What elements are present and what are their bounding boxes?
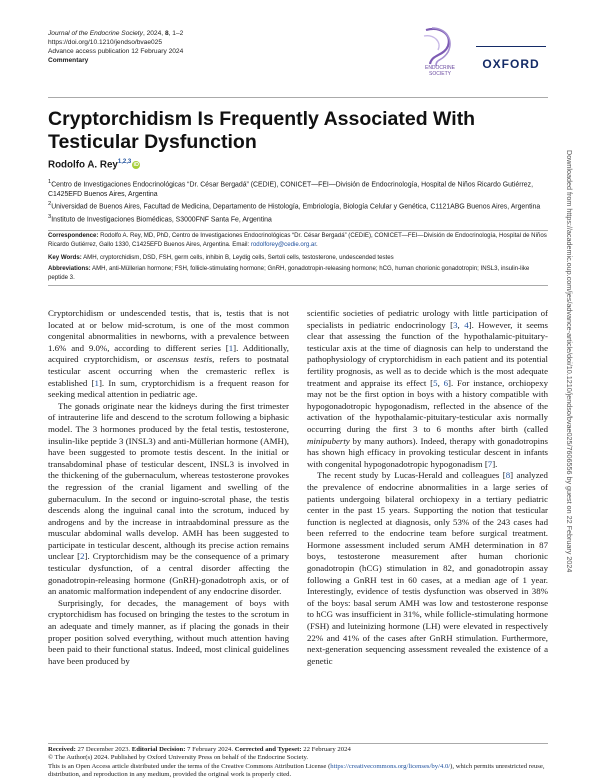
divider: [48, 743, 548, 744]
keywords: [48, 254, 548, 263]
journal-citation: [48, 29, 183, 38]
paragraph: [48, 401, 289, 598]
body-column-left: [48, 308, 289, 667]
abbreviations-label: Abbreviations:: [48, 265, 91, 272]
keywords-label: Key Words:: [48, 254, 82, 261]
affiliation-3: [48, 213, 548, 225]
correspondence-end: .: [316, 240, 318, 248]
affiliation-1: [48, 178, 548, 199]
reference-link[interactable]: 3: [453, 319, 458, 330]
received-date: 27 December 2023.: [75, 746, 132, 753]
license: [48, 763, 558, 780]
italic-term: ascensus testis: [157, 354, 213, 365]
paragraph: [48, 308, 289, 401]
affiliations: [48, 178, 548, 225]
text: ].: [492, 458, 498, 469]
publisher-logos: [418, 24, 548, 86]
article-footer: [48, 746, 558, 779]
copyright: © The Author(s) 2024. Published by Oxford University Press on behalf of the Endocrine Society.: [48, 754, 309, 762]
divider: [48, 230, 548, 231]
reference-link[interactable]: 2: [80, 551, 85, 562]
text: scientific societies of pediatric urology with little participation of specialists in pediatric endocrinology [: [307, 308, 548, 330]
reference-link[interactable]: 4: [464, 319, 469, 330]
paragraph: [307, 470, 548, 667]
reference-link[interactable]: 5: [433, 377, 438, 388]
doi-link[interactable]: https://doi.org/10.1210/jendso/bvae025: [48, 39, 163, 46]
affiliation-number: 3: [48, 213, 52, 220]
affiliation-text: Universidad de Buenos Aires, Facultad de Medicina, Departamento de Histología, Embriología, Biología Celular y Genética, C1121ABG Buenos Aires, Argentina: [51, 203, 541, 211]
divider: [48, 285, 548, 286]
body-column-right: [307, 308, 548, 667]
history-dates: [48, 746, 558, 754]
journal-volume: 8: [164, 30, 169, 37]
journal-header: [48, 29, 183, 65]
affiliation-2: [48, 200, 548, 212]
text: ] analyzed the prevalence of endocrine abnormalities in a large series of patients undergoing bilateral orchiopexy in a tertiary pediatric center in the past 15 years. Supporting the notion that testicular function is neglected at diagnosis, only 53% of the 243 cases had been referred to the endocrine team before surgical treatment. Hormone assessment included serum AMH determination in 87 boys, testosterone measurement after human chorionic gonadotropin (hCG) stimulation in 82, and gonadotropin assay following a GnRH test in 60 cases, at a median age of 1 year. Interestingly, evidence of testis dysfunction was observed in 38% of the boys: basal serum AMH was low and testosterone response to hCG was insufficient in 31%, while follicle-stimulating hormone (FSH) and luteinizing hormone (LH) were elevated in respectively 22% and 41% of the cases after GnRH stimulation. Furthermore, next-generation sequencing assessment revealed the existence of a genetic: [307, 470, 548, 666]
reference-link[interactable]: 1: [94, 377, 99, 388]
keywords-text: AMH, cryptorchidism, DSD, FSH, germ cells, inhibin B, Leydig cells, Sertoli cells, testosterone, undescended testes: [81, 254, 394, 261]
corrected-date: 22 February 2024: [301, 746, 351, 753]
orcid-icon[interactable]: iD: [133, 162, 139, 169]
abbreviations: [48, 265, 548, 282]
text: ]. However, it seems clear that assessing the function of the hypothalamic-pituitary-testicular axis at the time of diagnosis can help to understand the pathophysiology of cryptorchidism in each patient and its potential fertility prognosis, as well as to decide which is the most adequate treatment and appraise its effect [: [307, 319, 548, 388]
correspondence: [48, 232, 548, 249]
affiliation-text: Centro de Investigaciones Endocrinológicas “Dr. César Bergadá” (CEDIE), CONICET—FEI—División de Endocrinología, Hospital de Niños Ricardo Gutiérrez, C1425EFD Buenos Aires, Argentina: [48, 181, 533, 198]
article-type: Commentary: [48, 57, 89, 64]
correspondence-text: Rodolfo A. Rey, MD, PhD, Centro de Investigaciones Endocrinológicas “Dr. César Bergadá” (CEDIE), CONICET—FEI—División de Endocrinología, Hospital de Niños Ricardo Gutiérrez, Gallo 1330, C1425EFD Buenos Aires, Argentina. Email:: [48, 232, 547, 248]
paragraph: Surprisingly, for decades, the management of boys with cryptorchidism has focused on bringing the testes to the scrotum in an adequate and timely manner, as if placing the gonads in their proper position solved everything, without much attention having been paid to their functional status. Indeed, most clinical guidelines have been produced by: [48, 597, 289, 666]
editorial-date: 7 February 2024.: [185, 746, 235, 753]
text: The recent study by Lucas-Herald and colleagues [: [317, 470, 506, 481]
advance-access: Advance access publication 12 February 2024: [48, 48, 184, 55]
endocrine-society-wordmark: ENDOCRINE SOCIETY: [424, 65, 455, 77]
publisher-rule: [476, 46, 546, 47]
author-name[interactable]: Rodolfo A. Rey: [48, 159, 118, 171]
reference-link[interactable]: 1: [228, 342, 234, 353]
affiliation-text: Instituto de Investigaciones Biomédicas, S3000FNF Santa Fe, Argentina: [51, 215, 272, 223]
license-link[interactable]: https://creativecommons.org/licenses/by/4.0/: [330, 762, 451, 770]
divider: [48, 97, 548, 98]
author-line: [48, 159, 140, 170]
reference-link[interactable]: 7: [487, 458, 493, 469]
journal-year: , 2024,: [142, 30, 165, 37]
corrected-label: Corrected and Typeset:: [234, 746, 302, 753]
text: This is an Open Access article distributed under the terms of the Creative Commons Attribution License (: [48, 762, 331, 770]
journal-pages: , 1–2: [168, 30, 184, 37]
text: ]. For instance, orchiopexy may not be the first option in boys with a history compatible with hypogonadotropic hypogonadism, reflected in the absence of the activation of the hypothalamic-pituitary-testicular axis normally occurring during the first 3 to 6 months after birth (called: [307, 377, 549, 434]
journal-name: Journal of the Endocrine Society: [48, 30, 143, 37]
text: , refers to postnatal testicular ascent occurring when the cremasteric reflex is established [: [48, 354, 289, 388]
oxford-logo: OXFORD: [482, 57, 540, 71]
text: ]. In sum, cryptorchidism is a frequent reason for seeking medical attention in pediatric age.: [48, 377, 290, 400]
text: by many authors). Indeed, therapy with gonadotropins has shown high efficacy in provoking testicular descent in infants with congenital hypogonadotropic hypogonadism [: [307, 435, 548, 469]
download-watermark-text: Downloaded from https://academic.oup.com/jes/advance-article/doi/10.1210/jendso/bvae025/7606556 by guest on 22 February 2024: [565, 150, 574, 573]
text: ), which permits unrestricted reuse, distribution, and reproduction in any medium, provided the original work is properly cited.: [48, 762, 545, 778]
correspondence-email-link[interactable]: rodolforey@cedie.org.ar: [250, 240, 317, 248]
affiliation-number: 2: [48, 201, 52, 208]
article-title: Cryptorchidism Is Frequently Associated With Testicular Dysfunction: [48, 108, 476, 153]
abbreviations-text: AMH, anti-Müllerian hormone; FSH, follicle-stimulating hormone; GnRH, gonadotropin-releasing hormone; hCG, human chorionic gonadotropin; INSL3, insulin-like peptide 3.: [48, 265, 530, 281]
text: The gonads originate near the kidneys during the first trimester of intrauterine life and descend to the scrotum following a biphasic model. The 3 hormones produced by the fetal testis, testosterone, insulin-like peptide 3 (INSL3) and anti-Müllerian hormone (AMH), have been suggested to promote testis descent. In the initial or transabdominal phase of testicular descent, INSL3 is involved in the thickening of the gubernaculum, whereas testosterone provokes the regression of the cranial ligament and swelling of the gubernaculum. In the second or inguino-scrotal phase, the testis descends along the inguinal canal into the scrotum, induced by androgens and by the increase in intraabdominal pressure as the muscular abdominal walls develop. AMH has been suggested to participate in testicular descent, although its precise action remains unclear [: [48, 400, 289, 562]
download-watermark: [566, 150, 576, 620]
editorial-label: Editorial Decision:: [131, 746, 186, 753]
text: ]. Additionally, acquired cryptorchidism, or: [48, 342, 289, 365]
received-label: Received:: [48, 746, 76, 753]
paragraph: scientific societies of pediatric urology with little participation of specialists in pediatric endocrinology [3, 4]. However, it seems clear that assessing the function of the hypothalamic-pituitary-testicular axis at the time of diagnosis can help to understand the pathophysiology of cryptorchidism in each patient and its potential fertility prognosis, as well as to decide which is the most adequate treatment and appraise its effect [5, 6]. For instance, orchiopexy may not be the first option in boys with a history compatible with hypogonadotropic hypogonadism, reflected in the absence of the activation of the hypothalamic-pituitary-testicular axis normally occurring during the first 3 to 6 months after birth (called minipuberty by many authors). Indeed, therapy with gonadotropins has shown high efficacy in provoking testicular descent in infants with congenital hypogonadotropic hypogonadism [7].: [307, 308, 549, 469]
italic-term: minipuberty: [307, 435, 350, 446]
reference-link[interactable]: 6: [443, 377, 449, 388]
correspondence-label: Correspondence:: [48, 232, 99, 239]
text: ]. Cryptorchidism may be the consequence of a primary testicular dysfunction, of a central disorder affecting the gonadotropin-releasing hormone (GnRH)-gonadotroph axis, or of an anatomic malformation independent of any endocrine disorder.: [48, 551, 289, 597]
text: Cryptorchidism or undescended testis, that is, testis that is not located at or below mid-scrotum, is one of the most common congenital abnormalities in newborns, with a prevalence between 1.6% and 9.0%, according to different series [: [48, 308, 289, 353]
affiliation-number: 1: [48, 179, 52, 185]
reference-link[interactable]: 8: [505, 470, 511, 481]
author-affiliation-refs[interactable]: 1,2,3: [117, 159, 132, 165]
